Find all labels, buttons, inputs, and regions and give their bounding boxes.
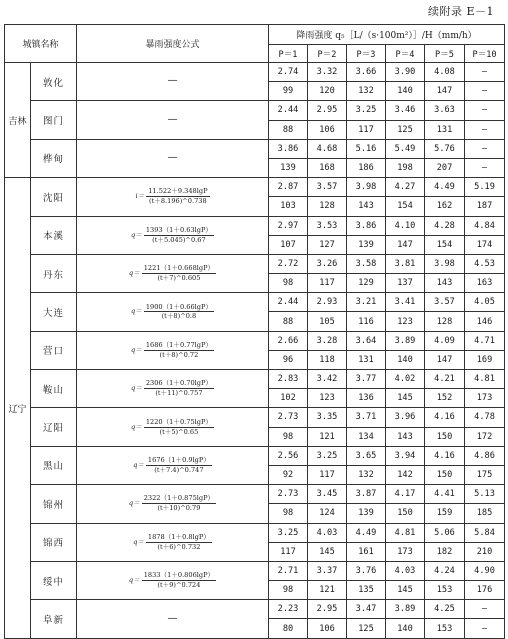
h-value: 147 (425, 350, 465, 369)
q-value: — (465, 600, 505, 619)
h-value: 98 (269, 427, 308, 446)
q-value: 4.68 (308, 139, 347, 158)
province-cell: 辽宁 (5, 178, 31, 639)
formula-fraction (144, 419, 214, 436)
formula-cell (77, 408, 269, 446)
h-value: 80 (269, 619, 308, 639)
h-value: 185 (465, 504, 505, 523)
formula-denominator: (t＋8)^0.72 (159, 350, 199, 359)
q-value: 4.49 (425, 178, 465, 197)
h-value: 88 (269, 312, 308, 331)
city-name: 锦西 (31, 523, 77, 561)
h-value: 143 (386, 427, 425, 446)
formula-denominator: (t＋6)^0.732 (157, 542, 201, 551)
h-value: 150 (425, 465, 465, 484)
formula-fraction (142, 495, 216, 512)
formula-cell (77, 254, 269, 292)
q-value: 2.66 (269, 331, 308, 350)
formula-lhs: q＝ (128, 576, 140, 585)
formula-denominator: (t＋10)^0.79 (157, 504, 201, 513)
q-value: 3.96 (386, 408, 425, 427)
h-value: 105 (308, 312, 347, 331)
table-row-q (5, 485, 505, 504)
h-value: 125 (386, 120, 425, 139)
period-header: P＝5 (425, 45, 465, 63)
formula-numerator: 1900（1＋0.66lgP） (145, 302, 213, 311)
q-value: 5.76 (425, 139, 465, 158)
q-value: 4.27 (386, 178, 425, 197)
h-value: 147 (386, 235, 425, 254)
header-city: 城镇名称 (5, 25, 77, 63)
formula-denominator: (t＋8)^0.8 (161, 312, 197, 321)
h-value: 154 (386, 197, 425, 216)
q-value: — (465, 101, 505, 120)
q-value: 3.47 (347, 600, 386, 619)
formula-lhs: q＝ (133, 460, 144, 469)
q-value: 4.81 (386, 523, 425, 542)
h-value: 88 (269, 120, 308, 139)
h-value: 127 (308, 235, 347, 254)
formula-fraction (146, 457, 212, 474)
table-row-q (5, 139, 505, 158)
city-name: 大连 (31, 293, 77, 331)
formula-fraction (144, 304, 214, 321)
h-value: 117 (269, 542, 308, 561)
h-value: 145 (308, 542, 347, 561)
h-value: 98 (269, 504, 308, 523)
q-value: 3.45 (308, 485, 347, 504)
q-value: 2.73 (269, 408, 308, 427)
h-value: 140 (386, 82, 425, 101)
q-value: 3.86 (269, 139, 308, 158)
q-value: 4.09 (425, 331, 465, 350)
city-name: 锦州 (31, 485, 77, 523)
table-caption: 续附录 E－1 (427, 5, 494, 18)
formula-cell (77, 370, 269, 408)
h-value: 173 (386, 542, 425, 561)
h-value: 107 (269, 235, 308, 254)
formula-cell (77, 331, 269, 369)
formula-numerator: 2322（1＋0.875lgP） (143, 494, 215, 503)
q-value: 3.89 (386, 331, 425, 350)
h-value: 118 (308, 350, 347, 369)
q-value: 2.56 (269, 446, 308, 465)
q-value: 3.77 (347, 370, 386, 389)
q-value: 5.19 (465, 178, 505, 197)
q-value: 5.84 (465, 523, 505, 542)
formula-fraction (144, 342, 214, 359)
q-value: 3.25 (347, 101, 386, 120)
h-value: — (465, 158, 505, 177)
formula-numerator: 1878（1＋0.8lgP） (147, 532, 210, 541)
formula-lhs: q＝ (130, 422, 142, 431)
q-value: 5.06 (425, 523, 465, 542)
q-value: 3.81 (386, 254, 425, 273)
city-name: 辽阳 (31, 408, 77, 446)
q-value: 3.32 (308, 63, 347, 82)
table-body (5, 63, 505, 639)
period-header: P＝1 (269, 45, 308, 63)
formula-cell (77, 63, 269, 101)
h-value: 143 (425, 274, 465, 293)
table-row-q (5, 523, 505, 542)
formula-cell (77, 485, 269, 523)
h-value: 207 (425, 158, 465, 177)
h-value: 174 (465, 235, 505, 254)
h-value: 176 (465, 581, 505, 600)
h-value: 186 (347, 158, 386, 177)
h-value: 125 (347, 619, 386, 639)
h-value: 161 (347, 542, 386, 561)
formula-lhs: q＝ (130, 307, 142, 316)
h-value: 103 (269, 197, 308, 216)
q-value: 3.28 (308, 331, 347, 350)
formula-cell (77, 139, 269, 177)
formula-denominator: (t＋7)^0.605 (157, 274, 201, 283)
q-value: 4.16 (425, 408, 465, 427)
h-value: 123 (308, 389, 347, 408)
h-value: 98 (269, 581, 308, 600)
h-value: 131 (425, 120, 465, 139)
q-value: 2.95 (308, 101, 347, 120)
formula-lhs: i＝ (135, 192, 145, 201)
q-value: 4.25 (425, 600, 465, 619)
formula-fraction (144, 227, 214, 244)
h-value: 159 (425, 504, 465, 523)
q-value: 3.64 (347, 331, 386, 350)
q-value: 4.49 (347, 523, 386, 542)
q-value: 3.86 (347, 216, 386, 235)
q-value: 4.81 (465, 370, 505, 389)
q-value: 3.37 (308, 561, 347, 580)
h-value: 135 (347, 581, 386, 600)
formula-numerator: 11.522＋9.348lgP (148, 187, 208, 196)
q-value: 4.90 (465, 561, 505, 580)
q-value: 4.84 (465, 216, 505, 235)
table-row-q (5, 331, 505, 350)
table-row-q (5, 370, 505, 389)
h-value: 150 (386, 504, 425, 523)
formula-cell (77, 178, 269, 216)
h-value: 163 (465, 274, 505, 293)
q-value: 2.74 (269, 63, 308, 82)
h-value: 143 (347, 197, 386, 216)
period-header: P＝10 (465, 45, 505, 63)
q-value: 3.98 (425, 254, 465, 273)
city-name: 图门 (31, 101, 77, 139)
formula-denominator: (t＋5.045)^0.67 (152, 235, 206, 244)
h-value: 139 (347, 235, 386, 254)
formula-lhs: q＝ (133, 537, 144, 546)
no-formula-dash: — (167, 75, 178, 87)
city-name: 丹东 (31, 254, 77, 292)
q-value: 3.63 (425, 101, 465, 120)
q-value: 3.42 (308, 370, 347, 389)
h-value: 187 (465, 197, 505, 216)
formula-numerator: 1221（1＋0.668lgP） (143, 264, 215, 273)
no-formula-dash: — (167, 152, 178, 164)
q-value: 2.44 (269, 101, 308, 120)
h-value: 139 (347, 504, 386, 523)
q-value: 4.24 (425, 561, 465, 580)
q-value: 4.21 (425, 370, 465, 389)
city-name: 营口 (31, 331, 77, 369)
h-value: 117 (347, 120, 386, 139)
table-row-q (5, 101, 505, 120)
period-header: P＝4 (386, 45, 425, 63)
h-value: 117 (308, 274, 347, 293)
formula-fraction (146, 188, 209, 205)
h-value: 121 (308, 427, 347, 446)
h-value: 146 (465, 312, 505, 331)
q-value: 3.90 (386, 63, 425, 82)
q-value: 5.13 (465, 485, 505, 504)
city-name: 本溪 (31, 216, 77, 254)
h-value: 210 (465, 542, 505, 561)
h-value: 132 (347, 465, 386, 484)
q-value: 5.16 (347, 139, 386, 158)
header-intensity: 降雨强度 q₅［L/（s·100m²）］/H（mm/h） (269, 25, 505, 45)
period-header: P＝2 (308, 45, 347, 63)
q-value: 3.57 (308, 178, 347, 197)
no-formula-dash: — (167, 113, 178, 125)
h-value: 142 (386, 465, 425, 484)
q-value: 3.87 (347, 485, 386, 504)
h-value: 137 (386, 274, 425, 293)
formula-denominator: (t＋7.4)^0.747 (154, 465, 204, 474)
q-value: 3.98 (347, 178, 386, 197)
table-row-q (5, 254, 505, 273)
q-value: 3.25 (308, 446, 347, 465)
h-value: 92 (269, 465, 308, 484)
q-value: 3.58 (347, 254, 386, 273)
formula-fraction (144, 380, 214, 397)
h-value: 134 (347, 427, 386, 446)
h-value: — (465, 120, 505, 139)
q-value: 3.66 (347, 63, 386, 82)
formula-denominator: (t＋5)^0.65 (159, 427, 199, 436)
q-value: 2.73 (269, 485, 308, 504)
q-value: 4.78 (465, 408, 505, 427)
q-value: 4.08 (425, 63, 465, 82)
q-value: 3.35 (308, 408, 347, 427)
q-value: 4.86 (465, 446, 505, 465)
q-value: 2.97 (269, 216, 308, 235)
table-row-q (5, 600, 505, 619)
q-value: 5.49 (386, 139, 425, 158)
h-value: 129 (347, 274, 386, 293)
h-value: 120 (308, 82, 347, 101)
h-value: 162 (425, 197, 465, 216)
q-value: 2.87 (269, 178, 308, 197)
formula-numerator: 1393（1＋0.63lgP） (145, 225, 213, 234)
formula-cell (77, 600, 269, 639)
q-value: 4.03 (308, 523, 347, 542)
province-cell: 吉林 (5, 63, 31, 178)
formula-lhs: q＝ (130, 345, 142, 354)
q-value: 4.17 (386, 485, 425, 504)
q-value: 3.53 (308, 216, 347, 235)
city-name: 鞍山 (31, 370, 77, 408)
h-value: 98 (269, 274, 308, 293)
q-value: 3.57 (425, 293, 465, 312)
h-value: 182 (425, 542, 465, 561)
formula-denominator: (t＋8.196)^0.738 (149, 197, 207, 206)
rainfall-intensity-table (4, 24, 505, 639)
formula-fraction (142, 265, 216, 282)
q-value: 2.93 (308, 293, 347, 312)
h-value: 145 (386, 389, 425, 408)
q-value: 2.44 (269, 293, 308, 312)
formula-cell (77, 446, 269, 484)
table-row-q (5, 561, 505, 580)
h-value: 128 (308, 197, 347, 216)
period-header: P＝3 (347, 45, 386, 63)
city-name: 绥中 (31, 561, 77, 599)
formula-cell (77, 293, 269, 331)
formula-cell (77, 216, 269, 254)
formula-lhs: q＝ (130, 384, 142, 393)
h-value: — (465, 82, 505, 101)
formula-fraction (146, 534, 212, 551)
formula-numerator: 1676（1＋0.9lgP） (147, 456, 210, 465)
h-value: 139 (269, 158, 308, 177)
h-value: 128 (425, 312, 465, 331)
formula-cell (77, 101, 269, 139)
q-value: 4.41 (425, 485, 465, 504)
h-value: 132 (347, 82, 386, 101)
h-value: 153 (425, 581, 465, 600)
q-value: 3.71 (347, 408, 386, 427)
h-value: 150 (425, 427, 465, 446)
q-value: 2.71 (269, 561, 308, 580)
q-value: 3.89 (386, 600, 425, 619)
table-row-q (5, 63, 505, 82)
q-value: 4.71 (465, 331, 505, 350)
h-value: 140 (386, 350, 425, 369)
q-value: 3.65 (347, 446, 386, 465)
h-value: 173 (465, 389, 505, 408)
table-row-q (5, 216, 505, 235)
formula-denominator: (t＋9)^0.724 (157, 581, 201, 590)
h-value: 131 (347, 350, 386, 369)
h-value: 175 (465, 465, 505, 484)
q-value: 4.03 (386, 561, 425, 580)
no-formula-dash: — (167, 612, 178, 624)
formula-lhs: q＝ (128, 269, 140, 278)
q-value: — (465, 139, 505, 158)
h-value: 106 (308, 120, 347, 139)
q-value: 3.26 (308, 254, 347, 273)
h-value: 198 (386, 158, 425, 177)
city-name: 沈阳 (31, 178, 77, 216)
h-value: 172 (465, 427, 505, 446)
q-value: 2.83 (269, 370, 308, 389)
h-value: 154 (425, 235, 465, 254)
city-name: 桦甸 (31, 139, 77, 177)
q-value: 3.94 (386, 446, 425, 465)
formula-numerator: 1833（1＋0.806lgP） (143, 571, 215, 580)
q-value: 4.05 (465, 293, 505, 312)
q-value: 3.21 (347, 293, 386, 312)
q-value: 2.95 (308, 600, 347, 619)
q-value: 4.10 (386, 216, 425, 235)
h-value: 152 (425, 389, 465, 408)
h-value: 123 (386, 312, 425, 331)
h-value: 168 (308, 158, 347, 177)
q-value: 3.76 (347, 561, 386, 580)
q-value: — (465, 63, 505, 82)
q-value: 4.02 (386, 370, 425, 389)
table-row-q (5, 408, 505, 427)
q-value: 3.41 (386, 293, 425, 312)
h-value: 121 (308, 581, 347, 600)
formula-fraction (142, 572, 216, 589)
table-row-q (5, 293, 505, 312)
q-value: 3.46 (386, 101, 425, 120)
h-value: 117 (308, 465, 347, 484)
h-value: 116 (347, 312, 386, 331)
h-value: 147 (425, 82, 465, 101)
city-name: 黑山 (31, 446, 77, 484)
city-name: 阜新 (31, 600, 77, 639)
formula-numerator: 1220（1＋0.75lgP） (145, 417, 213, 426)
h-value: 169 (465, 350, 505, 369)
q-value: 4.16 (425, 446, 465, 465)
table-row-q (5, 446, 505, 465)
formula-numerator: 2306（1＋0.70lgP） (145, 379, 213, 388)
h-value: 96 (269, 350, 308, 369)
formula-cell (77, 561, 269, 599)
h-value: 140 (386, 619, 425, 639)
table-row-q (5, 178, 505, 197)
h-value: 145 (386, 581, 425, 600)
formula-lhs: q＝ (130, 230, 142, 239)
h-value: 106 (308, 619, 347, 639)
q-value: 2.23 (269, 600, 308, 619)
h-value: 136 (347, 389, 386, 408)
city-name: 敦化 (31, 63, 77, 101)
h-value: — (465, 619, 505, 639)
q-value: 4.53 (465, 254, 505, 273)
q-value: 4.28 (425, 216, 465, 235)
h-value: 153 (425, 619, 465, 639)
h-value: 102 (269, 389, 308, 408)
q-value: 3.25 (269, 523, 308, 542)
formula-cell (77, 523, 269, 561)
formula-numerator: 1686（1＋0.77lgP） (145, 340, 213, 349)
h-value: 99 (269, 82, 308, 101)
q-value: 2.72 (269, 254, 308, 273)
formula-denominator: (t＋11)^0.757 (155, 389, 203, 398)
h-value: 124 (308, 504, 347, 523)
header-formula: 暴雨强度公式 (77, 25, 269, 63)
formula-lhs: q＝ (128, 499, 140, 508)
